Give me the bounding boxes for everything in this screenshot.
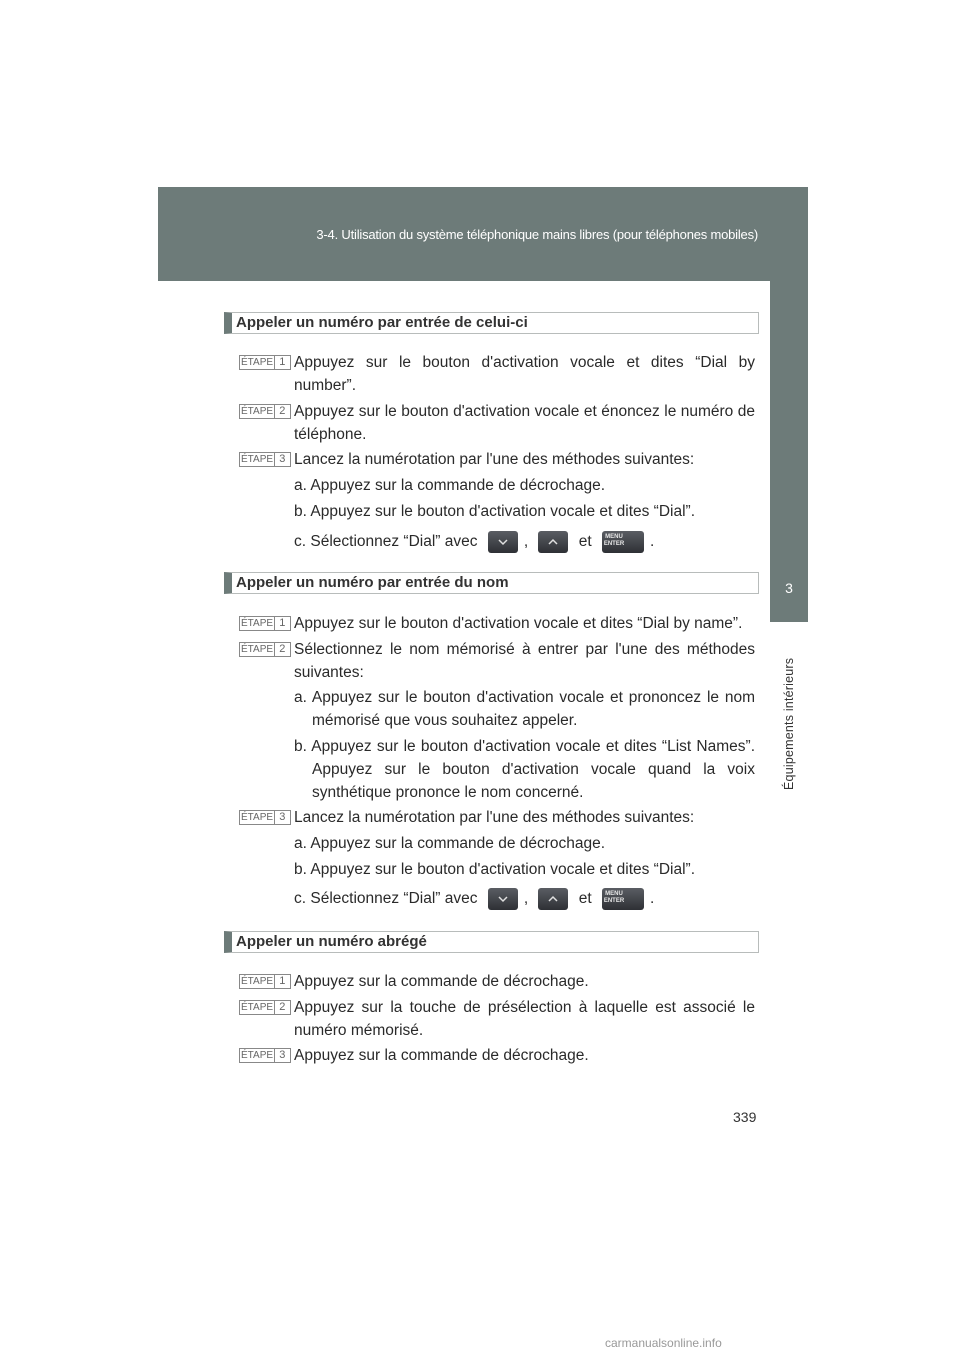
step-label: ÉTAPE 3 <box>239 452 291 467</box>
menu-enter-button-icon: MENU ENTER <box>602 531 644 553</box>
step-label: ÉTAPE 2 <box>239 1000 291 1015</box>
up-button-icon <box>538 888 568 910</box>
sub-item: a. Appuyez sur la commande de décrochage. <box>294 477 606 494</box>
chapter-number: 3 <box>770 554 808 622</box>
side-tab-band <box>770 187 808 554</box>
sub-item: b. Appuyez sur le bouton d'activation vocale et dites “Dial”. <box>294 861 696 878</box>
up-button-icon <box>538 531 568 553</box>
sub-item: b. Appuyez sur le bouton d'activation vocale et dites “List Names”. Appuyez sur le bouton d'activation vocale quand la voix synthétique prononce le nom concerné. <box>294 738 755 801</box>
section-heading-enter-name: Appeler un numéro par entrée du nom <box>224 572 759 594</box>
chapter-label: Équipements intérieurs <box>782 657 796 790</box>
sub-item: b. Appuyez sur le bouton d'activation vocale et dites “Dial”. <box>294 503 696 520</box>
step-text: Lancez la numérotation par l'une des méthodes suivantes: <box>294 451 695 468</box>
step-text: Appuyez sur la commande de décrochage. <box>294 1047 589 1064</box>
step-label: ÉTAPE 2 <box>239 404 291 419</box>
step-text: Lancez la numérotation par l'une des méthodes suivantes: <box>294 809 695 826</box>
sub-item-select-dial: c. Sélectionnez “Dial” avec , et MENU ENTER . <box>294 887 755 910</box>
step-label: ÉTAPE 3 <box>239 1048 291 1063</box>
step-label: ÉTAPE 1 <box>239 974 291 989</box>
step-text: Appuyez sur le bouton d'activation vocale et dites “Dial by name”. <box>294 615 743 632</box>
step-label: ÉTAPE 1 <box>239 355 291 370</box>
step-text: Appuyez sur le bouton d'activation vocale et énoncez le numéro de téléphone. <box>294 403 755 443</box>
menu-enter-button-icon: MENU ENTER <box>602 888 644 910</box>
step-text: Appuyez sur le bouton d'activation vocale et dites “Dial by number”. <box>294 354 755 394</box>
step-text: Appuyez sur la commande de décrochage. <box>294 973 589 990</box>
step-text: Appuyez sur la touche de présélection à laquelle est associé le numéro mémorisé. <box>294 999 755 1039</box>
header-title: 3-4. Utilisation du système téléphonique mains libres (pour téléphones mobiles) <box>316 227 758 242</box>
watermark: carmanualsonline.info <box>605 1336 722 1350</box>
section-heading-speed-dial: Appeler un numéro abrégé <box>224 931 759 953</box>
step-label: ÉTAPE 2 <box>239 642 291 657</box>
down-button-icon <box>488 888 518 910</box>
sub-item: a. Appuyez sur le bouton d'activation vocale et prononcez le nom mémorisé que vous souhaitez appeler. <box>294 689 755 729</box>
header-band <box>158 187 800 281</box>
sub-item: a. Appuyez sur la commande de décrochage. <box>294 835 606 852</box>
page-number: 339 <box>733 1109 757 1125</box>
sub-item-select-dial: c. Sélectionnez “Dial” avec , et MENU ENTER . <box>294 530 755 553</box>
step-label: ÉTAPE 3 <box>239 810 291 825</box>
section-heading-enter-number: Appeler un numéro par entrée de celui-ci <box>224 312 759 334</box>
step-text: Sélectionnez le nom mémorisé à entrer par l'une des méthodes suivantes: <box>294 641 755 681</box>
down-button-icon <box>488 531 518 553</box>
step-label: ÉTAPE 1 <box>239 616 291 631</box>
